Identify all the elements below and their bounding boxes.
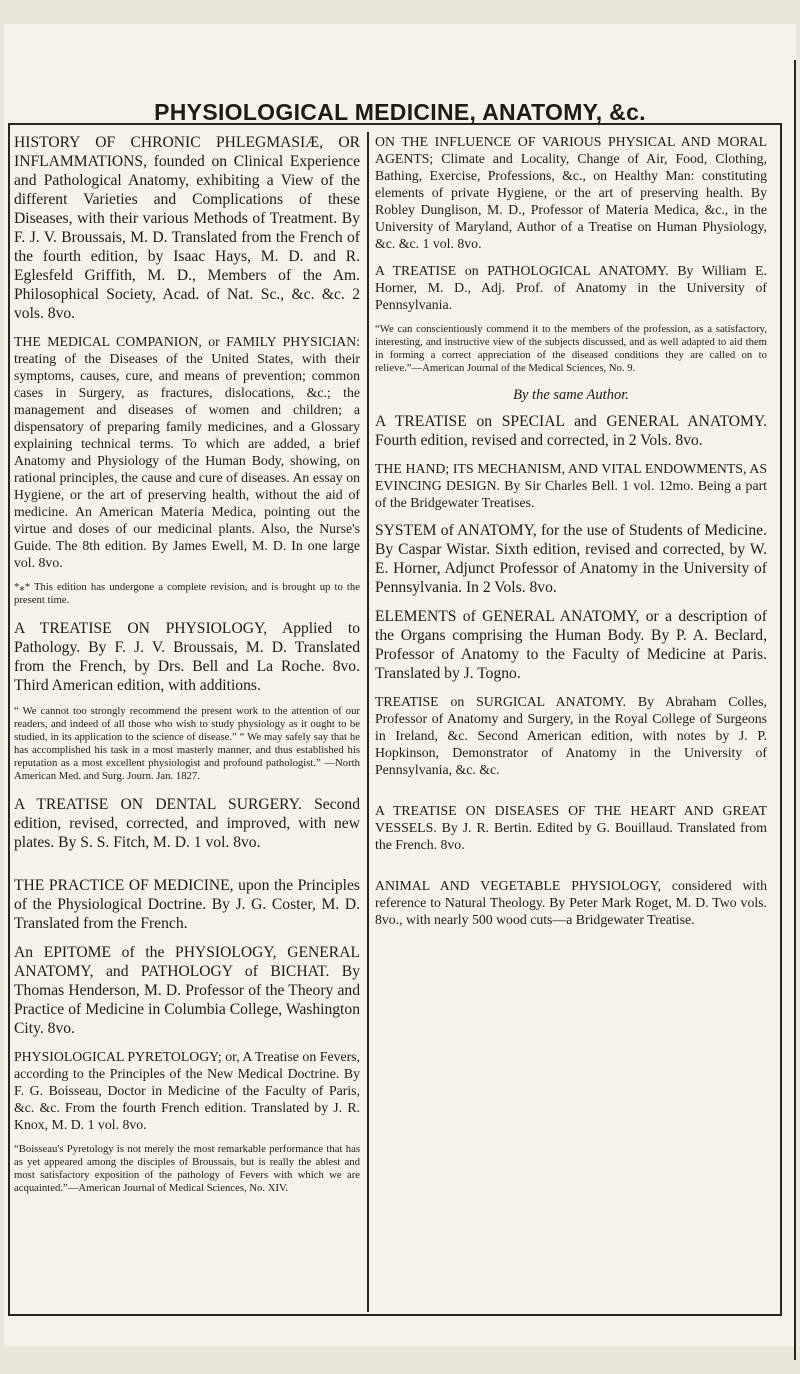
catalog-entry-medical-companion: THE MEDICAL COMPANION, or FAMILY PHYSICIAN: treating of the Diseases of the United States, with their symptoms, causes, cure, and means of prevention; common cases in Surgery, as fractures, dislocations, &c.; the management and diseases of women and children; a dispensatory of preparing family medicines, and a Glossary explaining technical terms. To which are added, a brief Anatomy and Physiology of the Human Body, showing, on rational principles, the cause and cure of diseases. An essay on Hygiene, or the art of preserving health, without the aid of medicine. An American Materia Medica, pointing out the virtue and doses of our medicinal plants. Also, the Nurse's Guide. The 8th edition. By James Ewell, M. D. In one large vol. 8vo. [14,334,360,570]
catalog-entry-system-of-anatomy: SYSTEM of ANATOMY, for the use of Students of Medicine. By Caspar Wistar. Sixth edition, revised and corrected, by W. E. Horner, Adjunct Professor of Anatomy in the University of Pennsylvania. In 2 Vols. 8vo. [375,522,767,596]
catalog-entry-chronic-phlegmasiae: HISTORY OF CHRONIC PHLEGMASIÆ, OR INFLAMMATIONS, founded on Clinical Experience and Pathological Anatomy, exhibiting a View of the different Varieties and Complications of these Diseases, with their various Methods of Treatment. By F. J. V. Broussais, M. D. Translated from the French of the fourth edition, by Isaac Hays, M. D. and R. Eglesfeld Griffith, M. D., Members of the Am. Philosophical Society, Acad. of Nat. Sc., &c. &c. 2 vols. 8vo. [14,134,360,322]
review-quote-north-american: “ We cannot too strongly recommend the present work to the attention of our readers, and indeed of all those who wish to study physiology as it ought to be studied, in its application to the science of disease.” “ We may safely say that he has accomplished his task in a most masterly manner, and thus established his reputation as a most excellent physiologist and profound pathologist.” —North American Med. and Surg. Journ. Jan. 1827. [14,705,360,782]
catalog-entry-pathological-anatomy: A TREATISE on PATHOLOGICAL ANATOMY. By William E. Horner, M. D., Adj. Prof. of Anatomy in the University of Pennsylvania. [375,263,767,312]
catalog-entry-elements-general-anatomy: ELEMENTS of GENERAL ANATOMY, or a description of the Organs comprising the Human Body. By P. A. Beclard, Professor of Anatomy to the Faculty of Medicine at Paris. Translated by J. Togno. [375,608,767,682]
catalog-entry-animal-vegetable-physiology: ANIMAL AND VEGETABLE PHYSIOLOGY, considered with reference to Natural Theology. By Peter Mark Roget, M. D. Two vols. 8vo., with nearly 500 wood cuts—a Bridgewater Treatise. [375,878,767,927]
page-title: PHYSIOLOGICAL MEDICINE, ANATOMY, &c. [154,99,646,126]
catalog-entry-surgical-anatomy: TREATISE on SURGICAL ANATOMY. By Abraham Colles, Professor of Anatomy and Surgery, in the Royal College of Surgeons in Ireland, &c. Second American edition, with notes by J. P. Hopkinson, Demonstrator of Anatomy in the University of Pennsylvania, &c. &c. [375,694,767,777]
left-column [14,133,360,1207]
section-heading-same-author: By the same Author. [513,387,629,403]
catalog-entry-influence-agents: ON THE INFLUENCE OF VARIOUS PHYSICAL AND MORAL AGENTS; Climate and Locality, Change of Air, Food, Clothing, Bathing, Exercise, Professions, &c., on Healthy Man: constituting elements of private Hygiene, or the art of preserving health. By Robley Dunglison, M. D., Professor of Materia Medica, &c., in the University of Maryland, Author of a Treatise on Human Physiology, &c. &c. 1 vol. 8vo. [375,134,767,251]
note-revision: *⁎* This edition has undergone a complete revision, and is brought up to the present time. [14,581,360,606]
column-divider [367,132,369,1312]
catalog-entry-pyretology: PHYSIOLOGICAL PYRETOLOGY; or, A Treatise on Fevers, according to the Principles of the New Medical Doctrine. By F. G. Boisseau, Doctor in Medicine of the Faculty of Paris, &c. &c. From the fourth French edition. Translated by J. R. Knox, M. D. 1 vol. 8vo. [14,1049,360,1132]
catalog-entry-dental-surgery: A TREATISE ON DENTAL SURGERY. Second edition, revised, corrected, and improved, with new plates. By S. S. Fitch, M. D. 1 vol. 8vo. [14,796,360,851]
catalog-entry-epitome-bichat: An EPITOME of the PHYSIOLOGY, GENERAL ANATOMY, and PATHOLOGY of BICHAT. By Thomas Henderson, M. D. Professor of the Theory and Practice of Medicine in Columbia College, Washington City. 8vo. [14,944,360,1037]
catalog-entry-the-hand: THE HAND; ITS MECHANISM, AND VITAL ENDOWMENTS, AS EVINCING DESIGN. By Sir Charles Bell. 1 vol. 12mo. Being a part of the Bridgewater Treatises. [375,461,767,510]
review-quote-boisseau: “Boisseau's Pyretology is not merely the most remarkable performance that has as yet appeared among the disciples of Broussais, but is really the ablest and most satisfactory exposition of the pathology of Fevers with which we are acquainted.”—American Journal of Medical Sciences, No. XIV. [14,1143,360,1194]
catalog-entry-special-general-anatomy: A TREATISE on SPECIAL and GENERAL ANATOMY. Fourth edition, revised and corrected, in 2 Vols. 8vo. [375,413,767,449]
catalog-entry-diseases-of-heart: A TREATISE ON DISEASES OF THE HEART AND GREAT VESSELS. By J. R. Bertin. Edited by G. Bouillaud. Translated from the French. 8vo. [375,803,767,852]
catalog-entry-treatise-physiology: A TREATISE ON PHYSIOLOGY, Applied to Pathology. By F. J. V. Broussais, M. D. Translated from the French, by Drs. Bell and La Roche. 8vo. Third American edition, with additions. [14,620,360,694]
right-page-edge-rule [794,60,796,1360]
right-column [375,133,767,938]
catalog-entry-practice-of-medicine: THE PRACTICE OF MEDICINE, upon the Principles of the Physiological Doctrine. By J. G. Coster, M. D. Translated from the French. [14,877,360,932]
review-quote-american-journal: “We can conscientiously commend it to the members of the profession, as a satisfactory, interesting, and instructive view of the subjects discussed, and as well adapted to aid them in forming a correct appreciation of the diseased conditions they are called on to relieve.”—American Journal of the Medical Sciences, No. 9. [375,323,767,374]
